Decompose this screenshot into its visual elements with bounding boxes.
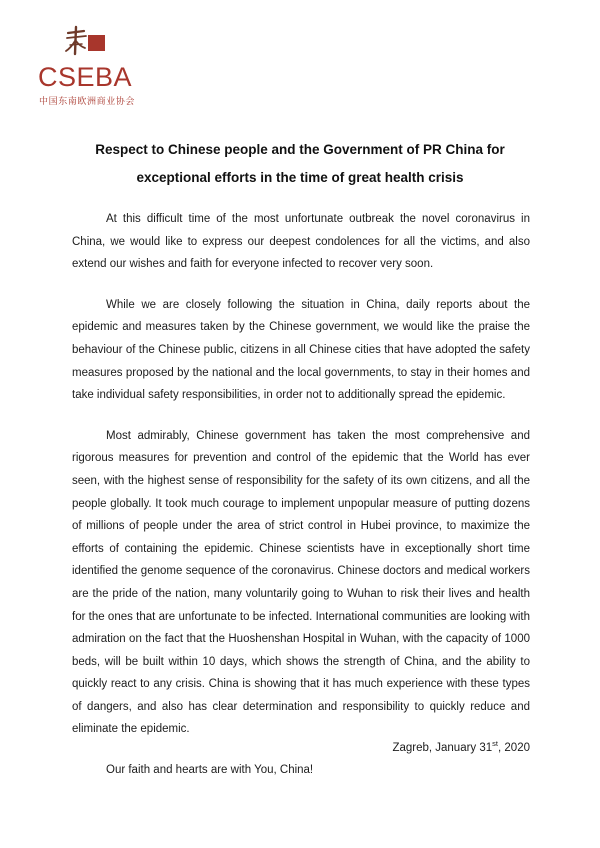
document-title: Respect to Chinese people and the Government of PR China for exceptional efforts in the time of great health crisis (95, 142, 505, 185)
ordinal-suffix: st (492, 739, 499, 749)
paragraph-public-praise: While we are closely following the situation in China, daily reports about the epidemic and measures taken by the Chinese government, we would like the praise the behaviour of the Chinese public, citizens in all Chinese cities that have adopted the safety measures proposed by the national and the local governments, to stay in their homes and take individual safety responsibilities, in order not to additionally spread the epidemic. (72, 298, 530, 402)
place-and-date (392, 738, 530, 758)
document-body (72, 208, 530, 782)
paragraph-condolences: At this difficult time of the most unfortunate outbreak the novel coronavirus in China, we would like to express our deepest condolences for all the victims, and also extend our wishes and faith for everyone infected to recover very soon. (72, 213, 530, 271)
cseba-logo (38, 20, 148, 112)
place-date-text: Zagreb, January 31 (392, 742, 493, 754)
closing-line: Our faith and hearts are with You, China! (106, 764, 314, 777)
logo-brand-text: CSEBA (38, 62, 133, 92)
paragraph-government-measures: Most admirably, Chinese government has taken the most comprehensive and rigorous measures for prevention and control of the epidemic that the World has ever seen, with the highest sense of responsibility for the safety of its own citizens, and all the people globally. It took much courage to implement unpopular measure of putting dozens of millions of people under the area of strict control in Hubei province, to maximize the efforts of containing the epidemic. Chinese scientists have in exceptionally short time identified the genome sequence of the coronavirus. Chinese doctors and medical workers are the pride of the nation, many voluntarily going to Wuhan to risk their lives and health for the ones that are unfortunate to be infected. International communities are looking with admiration on the fact that the Huoshenshan Hospital in Wuhan, with the capacity of 1000 beds, will be built within 10 days, which shows the strength of China, and the ability to quickly react to any crisis. China is showing that it has much experience with these types of dangers, and also has clear determination and responsibility to quickly reduce and eliminate the epidemic. (72, 429, 530, 736)
logo-subtitle: 中国东南欧洲商业协会 (39, 97, 136, 107)
calligraphy-mark-icon (64, 24, 108, 60)
year-text: , 2020 (498, 742, 530, 754)
